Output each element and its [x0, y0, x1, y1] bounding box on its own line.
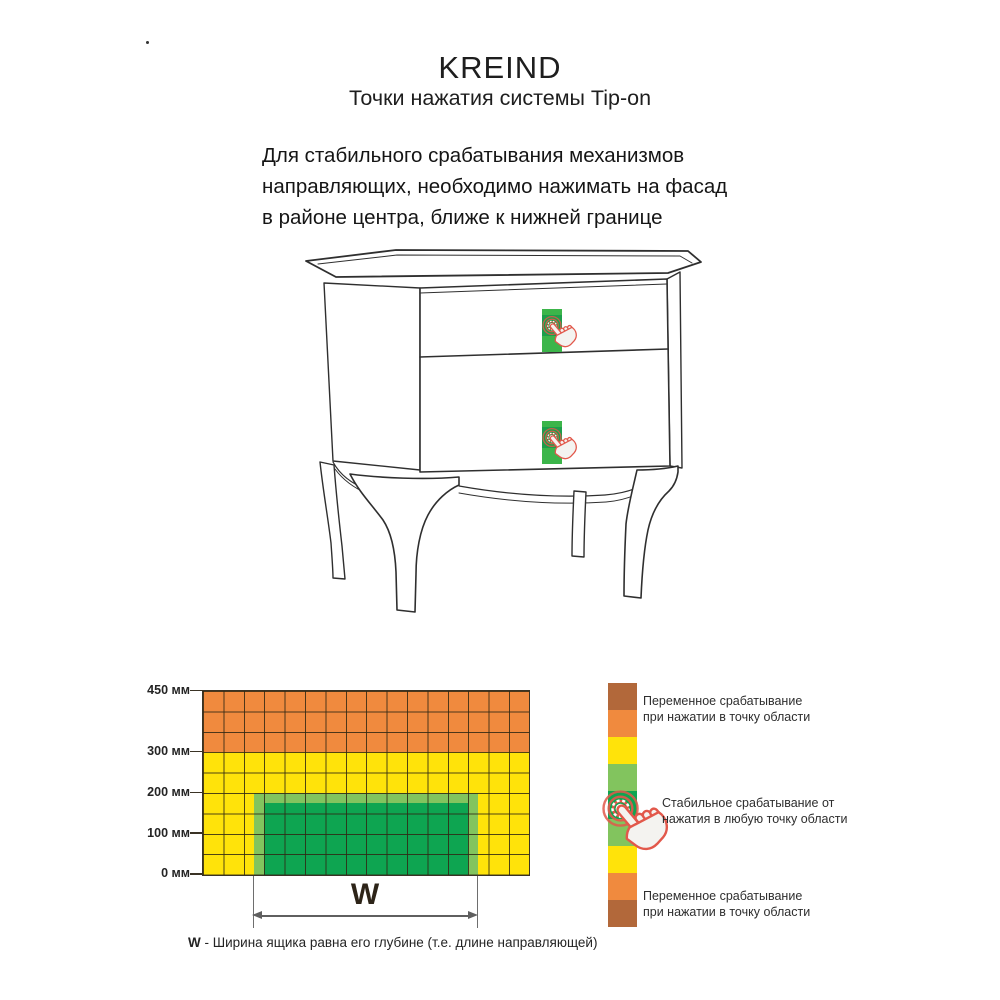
legend-item-variable-top [643, 694, 810, 725]
legend-swatch-brown-top [608, 683, 637, 710]
drawer-divider [420, 349, 668, 357]
dimension-extension-right [477, 876, 478, 928]
axis-label-300: 300 мм [147, 744, 190, 758]
stray-dot [146, 41, 149, 44]
intro-line-3: в районе центра, ближе к нижней границе [262, 206, 663, 229]
axis-tick [190, 751, 202, 753]
legend-item-variable-bottom [643, 889, 810, 920]
press-point-upper [542, 309, 580, 352]
front-left-leg [350, 474, 459, 612]
width-label: W [350, 878, 380, 911]
intro-line-2: направляющих, необходимо нажимать на фасад [262, 175, 728, 198]
press-point-lower [542, 421, 580, 464]
legend-item-stable [662, 796, 847, 827]
press-zone-grid [202, 690, 530, 876]
legend-swatch-orange-top [608, 710, 637, 737]
front-right-leg [624, 466, 678, 598]
grid-lines [203, 691, 529, 875]
axis-label-450: 450 мм [147, 683, 190, 697]
intro-line-1: Для стабильного срабатывания механизмов [262, 144, 685, 167]
legend-line: нажатия в любую точку области [662, 811, 848, 826]
intro-paragraph [262, 140, 762, 233]
axis-label-200: 200 мм [147, 785, 190, 799]
legend-line: Стабильное срабатывание от [662, 796, 835, 810]
right-stile [667, 272, 682, 468]
axis-tick [190, 690, 202, 692]
side-panel [324, 283, 420, 470]
drawer-fronts [420, 279, 670, 472]
legend-swatch-brown-bot [608, 900, 637, 927]
legend-line: Переменное срабатывание [643, 694, 803, 708]
legend-swatch-orange-bot [608, 873, 637, 900]
tabletop [306, 250, 701, 277]
back-right-leg [572, 491, 586, 557]
axis-tick [190, 792, 202, 794]
arrowhead-right-icon [468, 911, 478, 919]
legend-line: при нажатии в точку области [643, 904, 811, 919]
legend-line: при нажатии в точку области [643, 709, 811, 724]
legend-swatch-yellow-top [608, 737, 637, 764]
page-title: KREIND [438, 50, 562, 85]
page-subtitle: Точки нажатия системы Tip-on [348, 86, 652, 110]
caption-w: W [188, 935, 201, 950]
grid-caption [188, 935, 597, 950]
dimension-arrow-line [262, 915, 468, 917]
axis-label-100: 100 мм [147, 826, 190, 840]
axis-tick [190, 873, 202, 875]
axis-label-0: 0 мм [161, 866, 190, 880]
back-left-leg [320, 462, 345, 579]
legend-line: Переменное срабатывание [643, 889, 803, 903]
axis-tick [190, 832, 202, 834]
arrowhead-left-icon [252, 911, 262, 919]
caption-text: - Ширина ящика равна его глубине (т.е. длине направляющей) [200, 935, 598, 950]
